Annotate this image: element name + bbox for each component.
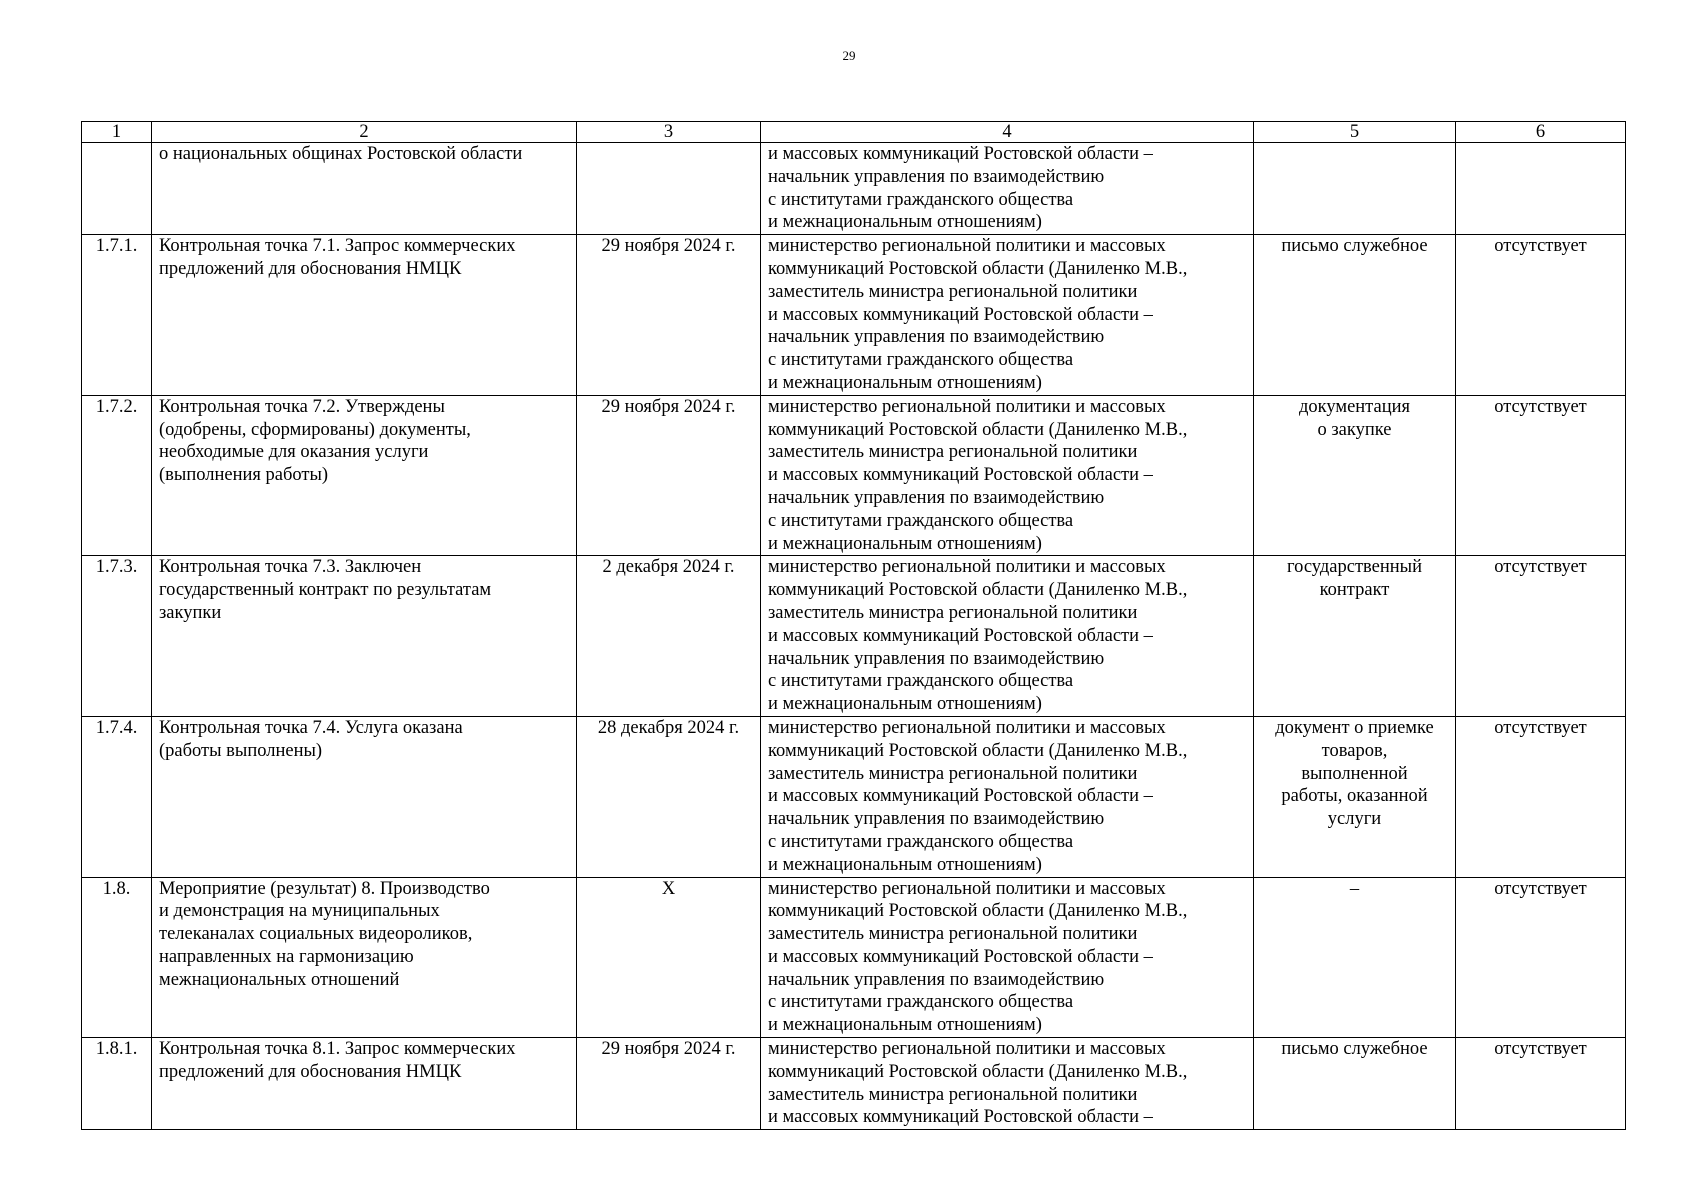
deadline-date: 28 декабря 2024 г. [597, 717, 740, 738]
responsible-line: заместитель министра региональной политики [768, 1084, 1138, 1105]
header-cell-3: 3 [577, 122, 761, 143]
item-number: 1.8.1. [95, 1039, 138, 1060]
document-type-line: товаров, [1321, 740, 1388, 761]
table-row [82, 1038, 1626, 1130]
document-type-cell [1254, 1038, 1456, 1130]
item-name-line: Контрольная точка 7.2. Утверждены [159, 396, 445, 417]
document-type-line: письмо служебное [1281, 1039, 1428, 1060]
item-name-line: (выполнения работы) [159, 465, 329, 486]
responsible-line: и межнациональным отношениям) [768, 694, 1042, 715]
responsible-line: и массовых коммуникаций Ростовской области – [768, 946, 1153, 967]
deadline-cell [577, 716, 761, 877]
document-type-line: документация [1298, 396, 1411, 417]
responsible-line: и межнациональным отношениям) [768, 533, 1042, 554]
responsible-line: заместитель министра региональной политики [768, 281, 1138, 302]
responsible-line: начальник управления по взаимодействию [768, 166, 1105, 187]
item-number: 1.7.4. [95, 717, 138, 738]
plan-table [81, 121, 1626, 1130]
responsible-line: коммуникаций Ростовской области (Даниленко М.В., [768, 740, 1188, 761]
item-name-line: необходимые для оказания услуги [159, 442, 429, 463]
item-name-line: направленных на гармонизацию [159, 946, 414, 967]
responsible-line: и массовых коммуникаций Ростовской области – [768, 625, 1153, 646]
responsible-line: министерство региональной политики и массовых [768, 236, 1166, 257]
responsible-line: министерство региональной политики и массовых [768, 557, 1166, 578]
responsible-line: министерство региональной политики и массовых [768, 396, 1166, 417]
table-header-row [82, 122, 1626, 143]
responsible-line: министерство региональной политики и массовых [768, 878, 1166, 899]
item-name-line: государственный контракт по результатам [159, 580, 492, 601]
document-type-line: – [1349, 878, 1360, 899]
document-type-line: работы, оказанной [1281, 786, 1428, 807]
item-number: 1.7.1. [95, 236, 138, 257]
deadline-date: 29 ноября 2024 г. [601, 396, 736, 417]
responsible-line: заместитель министра региональной политики [768, 602, 1138, 623]
responsible-line: заместитель министра региональной политики [768, 442, 1138, 463]
table-row [82, 716, 1626, 877]
info-system-cell [1456, 716, 1626, 877]
responsible-line: и межнациональным отношениям) [768, 212, 1042, 233]
item-number-cell [82, 716, 152, 877]
document-type-line: государственный [1286, 557, 1423, 578]
item-name-line: Контрольная точка 8.1. Запрос коммерческих [159, 1039, 516, 1060]
deadline-cell [577, 143, 761, 235]
responsible-line: начальник управления по взаимодействию [768, 487, 1105, 508]
item-number-cell [82, 395, 152, 556]
document-type-cell [1254, 716, 1456, 877]
info-system-value: отсутствует [1494, 1039, 1587, 1060]
item-name-cell [152, 235, 577, 396]
table-row [82, 877, 1626, 1038]
responsible-line: коммуникаций Ростовской области (Даниленко М.В., [768, 1061, 1188, 1082]
responsible-cell [761, 556, 1254, 717]
document-type-line: услуги [1327, 809, 1382, 830]
item-name-line: закупки [159, 602, 222, 623]
item-number-cell [82, 1038, 152, 1130]
item-name-cell [152, 1038, 577, 1130]
document-type-line: письмо служебное [1281, 236, 1428, 257]
item-name-line: Контрольная точка 7.3. Заключен [159, 557, 422, 578]
document-type-line: документ о приемке [1275, 717, 1434, 738]
deadline-cell [577, 395, 761, 556]
deadline-cell [577, 1038, 761, 1130]
responsible-line: и массовых коммуникаций Ростовской области – [768, 786, 1153, 807]
responsible-line: начальник управления по взаимодействию [768, 969, 1105, 990]
item-name-line: межнациональных отношений [159, 969, 400, 990]
table-row [82, 143, 1626, 235]
item-number-cell [82, 877, 152, 1038]
item-name-cell [152, 556, 577, 717]
responsible-line: коммуникаций Ростовской области (Даниленко М.В., [768, 580, 1188, 601]
responsible-line: и межнациональным отношениям) [768, 1015, 1042, 1036]
document-type-cell [1254, 395, 1456, 556]
responsible-line: и массовых коммуникаций Ростовской области – [768, 1107, 1153, 1128]
info-system-value: отсутствует [1494, 717, 1587, 738]
responsible-line: с институтами гражданского общества [768, 671, 1074, 692]
item-number: 1.7.3. [95, 557, 138, 578]
responsible-line: коммуникаций Ростовской области (Даниленко М.В., [768, 419, 1188, 440]
deadline-date: 2 декабря 2024 г. [602, 557, 735, 578]
responsible-line: и массовых коммуникаций Ростовской области – [768, 144, 1153, 164]
document-type-cell [1254, 235, 1456, 396]
info-system-cell [1456, 556, 1626, 717]
responsible-line: коммуникаций Ростовской области (Даниленко М.В., [768, 901, 1188, 922]
document-type-cell [1254, 556, 1456, 717]
deadline-cell [577, 556, 761, 717]
document-type-cell [1254, 877, 1456, 1038]
deadline-date: 29 ноября 2024 г. [601, 236, 736, 257]
deadline-date: 29 ноября 2024 г. [601, 1039, 736, 1060]
document-type-line: выполненной [1301, 763, 1408, 784]
item-name-line: предложений для обоснования НМЦК [159, 1061, 462, 1082]
info-system-value: отсутствует [1494, 878, 1587, 899]
responsible-cell [761, 1038, 1254, 1130]
responsible-line: с институтами гражданского общества [768, 189, 1074, 210]
deadline-cell [577, 235, 761, 396]
header-cell-5: 5 [1254, 122, 1456, 143]
responsible-line: заместитель министра региональной политики [768, 924, 1138, 945]
item-number: 1.7.2. [95, 396, 138, 417]
info-system-value: отсутствует [1494, 557, 1587, 578]
responsible-line: коммуникаций Ростовской области (Даниленко М.В., [768, 258, 1188, 279]
table-row [82, 395, 1626, 556]
responsible-line: и массовых коммуникаций Ростовской области – [768, 465, 1153, 486]
item-name-cell [152, 716, 577, 877]
responsible-line: с институтами гражданского общества [768, 831, 1074, 852]
item-number: 1.8. [102, 878, 131, 899]
item-number-cell [82, 235, 152, 396]
info-system-cell [1456, 1038, 1626, 1130]
item-name-cell [152, 877, 577, 1038]
item-name-line: Контрольная точка 7.1. Запрос коммерческих [159, 236, 516, 257]
item-number-cell [82, 143, 152, 235]
responsible-line: начальник управления по взаимодействию [768, 327, 1105, 348]
item-name-line: о национальных общинах Ростовской области [159, 144, 523, 164]
item-name-line: телеканалах социальных видеороликов, [159, 924, 473, 945]
deadline-cell [577, 877, 761, 1038]
item-name-line: и демонстрация на муниципальных [159, 901, 440, 922]
responsible-cell [761, 395, 1254, 556]
item-name-line: Мероприятие (результат) 8. Производство [159, 878, 490, 899]
table-row [82, 556, 1626, 717]
responsible-cell [761, 235, 1254, 396]
responsible-cell [761, 716, 1254, 877]
header-cell-6: 6 [1456, 122, 1626, 143]
item-name-line: Контрольная точка 7.4. Услуга оказана [159, 717, 463, 738]
info-system-value: отсутствует [1494, 396, 1587, 417]
responsible-line: и массовых коммуникаций Ростовской области – [768, 304, 1153, 325]
document-type-line: о закупке [1317, 419, 1392, 440]
responsible-cell [761, 143, 1254, 235]
item-name-line: (работы выполнены) [159, 740, 323, 761]
info-system-cell [1456, 395, 1626, 556]
responsible-line: министерство региональной политики и массовых [768, 717, 1166, 738]
responsible-line: министерство региональной политики и массовых [768, 1039, 1166, 1060]
responsible-line: заместитель министра региональной политики [768, 763, 1138, 784]
deadline-date: Х [661, 878, 676, 899]
info-system-value: отсутствует [1494, 236, 1587, 257]
item-name-cell [152, 143, 577, 235]
responsible-cell [761, 877, 1254, 1038]
responsible-line: начальник управления по взаимодействию [768, 648, 1105, 669]
responsible-line: с институтами гражданского общества [768, 992, 1074, 1013]
item-number-cell [82, 556, 152, 717]
responsible-line: и межнациональным отношениям) [768, 372, 1042, 393]
page-number: 29 [842, 48, 856, 63]
responsible-line: с институтами гражданского общества [768, 510, 1074, 531]
item-name-cell [152, 395, 577, 556]
table-row [82, 235, 1626, 396]
header-cell-4: 4 [761, 122, 1254, 143]
info-system-cell [1456, 877, 1626, 1038]
document-type-line: контракт [1319, 580, 1390, 601]
info-system-cell [1456, 143, 1626, 235]
document-type-cell [1254, 143, 1456, 235]
header-cell-2: 2 [152, 122, 577, 143]
responsible-line: с институтами гражданского общества [768, 350, 1074, 371]
responsible-line: и межнациональным отношениям) [768, 854, 1042, 875]
header-cell-1: 1 [82, 122, 152, 143]
responsible-line: начальник управления по взаимодействию [768, 809, 1105, 830]
info-system-cell [1456, 235, 1626, 396]
item-name-line: (одобрены, сформированы) документы, [159, 419, 471, 440]
item-name-line: предложений для обоснования НМЦК [159, 258, 462, 279]
